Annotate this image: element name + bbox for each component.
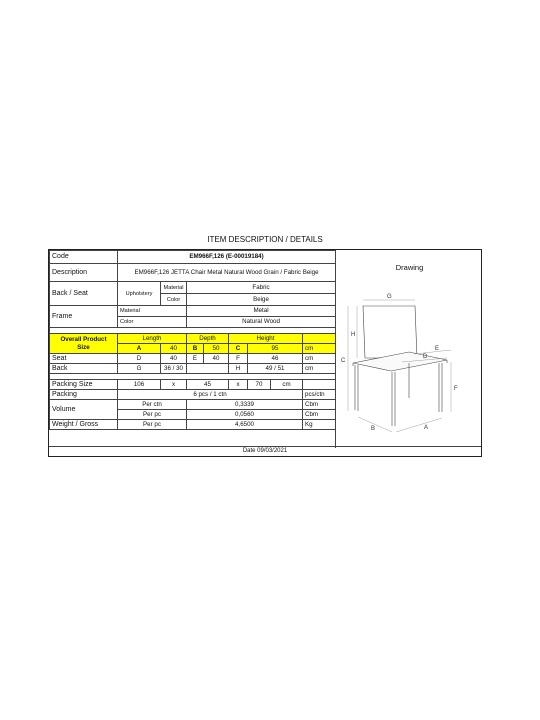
back-h-value: 49 / 51 bbox=[248, 364, 303, 374]
back-seat-color-value: Beige bbox=[187, 294, 336, 306]
frame-color-label: Color bbox=[118, 317, 187, 328]
description-row bbox=[50, 264, 336, 282]
packing-size-unit: cm bbox=[271, 380, 303, 390]
packing-size-x2: x bbox=[229, 380, 248, 390]
dim-line-e bbox=[414, 350, 451, 354]
back-h-label: H bbox=[229, 364, 248, 374]
document-title: ITEM DESCRIPTION / DETAILS bbox=[207, 235, 323, 244]
back-g-label: G bbox=[118, 364, 161, 374]
seat-unit: cm bbox=[303, 354, 336, 364]
size-a-value: 40 bbox=[161, 344, 187, 354]
volume-label: Volume bbox=[50, 400, 118, 420]
drawing-label-a: A bbox=[424, 425, 429, 431]
chair-seat bbox=[353, 352, 447, 371]
back-label: Back bbox=[50, 364, 118, 374]
seat-label: Seat bbox=[50, 354, 118, 364]
size-b-value: 50 bbox=[204, 344, 229, 354]
packing-label: Packing bbox=[50, 390, 118, 400]
volume-per-ctn-label: Per ctn bbox=[118, 400, 187, 410]
back-seat-material-row bbox=[50, 282, 336, 294]
packing-size-label: Packing Size bbox=[50, 380, 118, 390]
size-b-label: B bbox=[187, 344, 204, 354]
seat-d-value: 40 bbox=[161, 354, 187, 364]
volume-per-ctn-unit: Cbm bbox=[303, 400, 336, 410]
drawing-label-h: H bbox=[351, 332, 356, 338]
packing-unit: pcs/ctn bbox=[303, 390, 336, 400]
packing-size-height: 70 bbox=[248, 380, 271, 390]
size-c-label: C bbox=[229, 344, 248, 354]
weight-row bbox=[50, 420, 336, 430]
length-label: Length bbox=[118, 334, 187, 344]
upholstery-label: Upholstery bbox=[118, 282, 161, 306]
back-seat-material-value: Fabric bbox=[187, 282, 336, 294]
packing-value: 6 pcs / 1 ctn bbox=[118, 390, 303, 400]
code-label: Code bbox=[50, 251, 118, 264]
volume-ctn-row bbox=[50, 400, 336, 410]
back-row bbox=[50, 364, 336, 374]
seat-d-label: D bbox=[118, 354, 161, 364]
seat-f-label: F bbox=[229, 354, 248, 364]
drawing-label-c: C bbox=[341, 358, 346, 364]
description-value: EM966F,126 JETTA Chair Metal Natural Wood Grain / Fabric Beige bbox=[118, 264, 336, 282]
overall-size-label bbox=[50, 334, 118, 354]
size-c-value: 95 bbox=[248, 344, 303, 354]
weight-label: Weight / Gross bbox=[50, 420, 118, 430]
size-header-blank bbox=[303, 334, 336, 344]
drawing-label-f: F bbox=[454, 386, 458, 392]
frame-color-value: Natural Wood bbox=[187, 317, 336, 328]
back-seat-color-label: Color bbox=[161, 294, 187, 306]
back-seat-material-label: Material bbox=[161, 282, 187, 294]
packing-size-length: 106 bbox=[118, 380, 161, 390]
frame-material-label: Material bbox=[118, 306, 187, 317]
dim-line-a bbox=[396, 418, 442, 432]
overall-size-label-line1: Overall Product bbox=[60, 335, 107, 343]
spec-sheet bbox=[48, 249, 482, 457]
back-unit: cm bbox=[303, 364, 336, 374]
frame-material-value: Metal bbox=[187, 306, 336, 317]
volume-per-pc-label: Per pc bbox=[118, 410, 187, 420]
weight-per-pc-label: Per pc bbox=[118, 420, 187, 430]
seat-e-value: 40 bbox=[204, 354, 229, 364]
packing-size-x1: x bbox=[161, 380, 187, 390]
drawing-panel bbox=[335, 250, 483, 448]
height-label: Height bbox=[229, 334, 303, 344]
size-a-label: A bbox=[118, 344, 161, 354]
size-header-row bbox=[50, 334, 336, 344]
chair-backrest bbox=[363, 306, 417, 358]
volume-per-pc-unit: Cbm bbox=[303, 410, 336, 420]
date-footer: Date 09/03/2021 bbox=[49, 446, 481, 456]
code-row bbox=[50, 251, 336, 264]
depth-label: Depth bbox=[187, 334, 229, 344]
volume-per-ctn-value: 0,3339 bbox=[187, 400, 303, 410]
seat-row bbox=[50, 354, 336, 364]
drawing-label-d: D bbox=[423, 354, 428, 360]
seat-f-value: 46 bbox=[248, 354, 303, 364]
overall-size-label-line2: Size bbox=[77, 343, 90, 351]
frame-label: Frame bbox=[50, 306, 118, 328]
drawing-label-e: E bbox=[435, 346, 440, 352]
volume-per-pc-value: 0,0560 bbox=[187, 410, 303, 420]
spec-table bbox=[49, 250, 336, 430]
back-blank bbox=[187, 364, 229, 374]
code-value: EM966F,126 (E-00019184) bbox=[118, 251, 336, 264]
packing-size-width: 45 bbox=[187, 380, 229, 390]
drawing-title: Drawing bbox=[395, 263, 424, 272]
frame-material-row bbox=[50, 306, 336, 317]
description-label: Description bbox=[50, 264, 118, 282]
packing-row bbox=[50, 390, 336, 400]
weight-unit: Kg bbox=[303, 420, 336, 430]
drawing-label-b: B bbox=[371, 426, 376, 432]
back-seat-label: Back / Seat bbox=[50, 282, 118, 306]
back-g-value: 36 / 30 bbox=[161, 364, 187, 374]
seat-e-label: E bbox=[187, 354, 204, 364]
packing-size-blank bbox=[303, 380, 336, 390]
chair-drawing bbox=[336, 250, 483, 448]
size-unit: cm bbox=[303, 344, 336, 354]
packing-size-row bbox=[50, 380, 336, 390]
drawing-label-g: G bbox=[387, 294, 392, 300]
weight-value: 4,6500 bbox=[187, 420, 303, 430]
